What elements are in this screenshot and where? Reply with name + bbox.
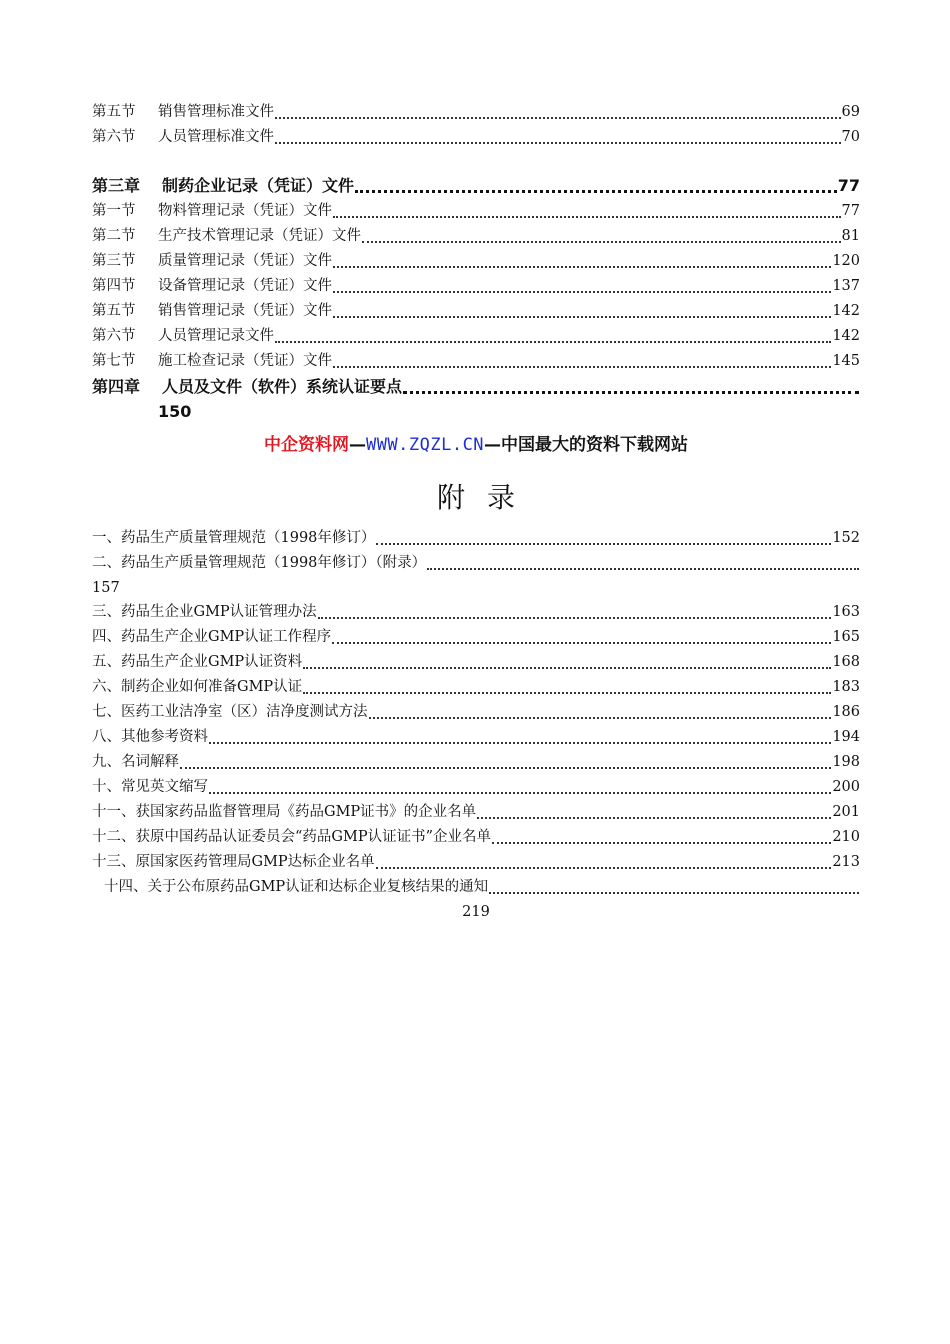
page-number: 77 <box>841 203 860 219</box>
banner-site-name: 中企资料网 <box>263 435 349 455</box>
appendix-entry[interactable] <box>92 875 860 900</box>
appendix-entry[interactable] <box>92 625 860 650</box>
appendix-entry[interactable] <box>92 725 860 750</box>
dot-leader <box>333 316 831 318</box>
section-number: 第四节 <box>92 278 136 294</box>
toc-page <box>92 100 860 924</box>
appendix-item-title: 六、制药企业如何准备GMP认证 <box>92 679 303 695</box>
appendix-title: 附录 <box>436 481 537 514</box>
page-number: 194 <box>832 729 860 745</box>
toc-chapter-3[interactable] <box>92 173 860 199</box>
page-number: 77 <box>837 176 860 195</box>
dot-leader <box>376 543 831 545</box>
appendix-item-title: 十四、关于公布原药品GMP认证和达标企业复核结果的通知 <box>104 879 489 895</box>
appendix-item-title: 二、药品生产质量管理规范（1998年修订）（附录） <box>92 555 427 571</box>
section-number: 第五节 <box>92 104 136 120</box>
page-number: 163 <box>832 604 860 620</box>
appendix-entry[interactable] <box>92 800 860 825</box>
page-number: 145 <box>832 353 860 369</box>
chapter-number: 第四章 <box>92 377 141 396</box>
appendix-entry[interactable] <box>92 600 860 625</box>
page-number: 150 <box>158 402 192 421</box>
dot-leader <box>275 341 831 343</box>
appendix-item-title: 九、名词解释 <box>92 754 179 770</box>
chapter-number: 第三章 <box>92 176 141 195</box>
section-number: 第五节 <box>92 303 136 319</box>
dot-leader <box>332 642 831 644</box>
dot-leader <box>376 867 832 869</box>
dot-leader <box>362 241 841 243</box>
dot-leader <box>333 266 831 268</box>
toc-chapter-4[interactable] <box>92 374 860 400</box>
appendix-entry[interactable] <box>92 526 860 551</box>
toc-entry[interactable] <box>92 349 860 374</box>
appendix-entry[interactable] <box>92 551 860 576</box>
dot-leader <box>318 617 832 619</box>
page-number: 198 <box>832 754 860 770</box>
section-title: 销售管理记录（凭证）文件 <box>158 303 332 319</box>
page-number: 186 <box>832 704 860 720</box>
appendix-item-title: 十、常见英文缩写 <box>92 779 208 795</box>
spacer <box>92 150 860 173</box>
section-number: 第六节 <box>92 129 136 145</box>
appendix-item-title: 四、药品生产企业GMP认证工作程序 <box>92 629 332 645</box>
appendix-entry[interactable] <box>92 750 860 775</box>
page-number: 219 <box>462 904 490 920</box>
dot-leader <box>492 842 831 844</box>
appendix-item-title: 三、药品生企业GMP认证管理办法 <box>92 604 317 620</box>
section-title: 生产技术管理记录（凭证）文件 <box>158 228 361 244</box>
site-banner[interactable] <box>92 432 860 458</box>
toc-entry[interactable] <box>92 249 860 274</box>
section-title: 设备管理记录（凭证）文件 <box>158 278 332 294</box>
banner-dash: — <box>484 435 502 455</box>
appendix-entry[interactable] <box>92 775 860 800</box>
page-number: 152 <box>832 530 860 546</box>
chapter-title: 人员及文件（软件）系统认证要点 <box>162 377 403 396</box>
appendix-item-title: 十三、原国家医药管理局GMP达标企业名单 <box>92 854 375 870</box>
appendix-entry[interactable] <box>92 825 860 850</box>
page-number: 201 <box>832 804 860 820</box>
page-number: 157 <box>92 580 120 596</box>
section-title: 人员管理标准文件 <box>158 129 274 145</box>
dot-leader <box>333 366 831 368</box>
dot-leader <box>489 892 859 894</box>
dot-leader <box>303 692 831 694</box>
page-number: 142 <box>832 303 860 319</box>
page-number: 120 <box>832 253 860 269</box>
appendix-item-title: 五、药品生产企业GMP认证资料 <box>92 654 303 670</box>
section-title: 人员管理记录文件 <box>158 328 274 344</box>
dot-leader <box>275 142 841 144</box>
page-number: 200 <box>832 779 860 795</box>
page-number: 165 <box>832 629 860 645</box>
dot-leader <box>427 568 859 570</box>
section-title: 物料管理记录（凭证）文件 <box>158 203 332 219</box>
dot-leader <box>209 792 831 794</box>
appendix-entry[interactable] <box>92 850 860 875</box>
dot-leader <box>303 667 831 669</box>
appendix-item-title: 一、药品生产质量管理规范（1998年修订） <box>92 530 376 546</box>
dot-leader <box>275 117 841 119</box>
section-title: 销售管理标准文件 <box>158 104 274 120</box>
toc-entry[interactable] <box>92 299 860 324</box>
section-number: 第二节 <box>92 228 136 244</box>
banner-slogan: 中国最大的资料下载网站 <box>501 435 689 455</box>
appendix-item-title: 十二、获原中国药品认证委员会“药品GMP认证证书”企业名单 <box>92 829 492 845</box>
toc-entry[interactable] <box>92 324 860 349</box>
appendix-item-title: 十一、获国家药品监督管理局《药品GMP证书》的企业名单 <box>92 804 477 820</box>
appendix-entry[interactable] <box>92 650 860 675</box>
toc-entry[interactable] <box>92 274 860 299</box>
dot-leader <box>333 291 831 293</box>
page-number: 70 <box>841 129 860 145</box>
banner-dash: — <box>348 435 366 455</box>
toc-entry[interactable] <box>92 100 860 125</box>
dot-leader <box>403 391 859 394</box>
page-number: 142 <box>832 328 860 344</box>
page-number: 137 <box>832 278 860 294</box>
toc-entry[interactable] <box>92 199 860 224</box>
toc-entry[interactable] <box>92 125 860 150</box>
section-title: 质量管理记录（凭证）文件 <box>158 253 332 269</box>
appendix-entry[interactable] <box>92 675 860 700</box>
dot-leader <box>369 717 832 719</box>
page-number: 69 <box>841 104 860 120</box>
dot-leader <box>180 767 831 769</box>
section-title: 施工检查记录（凭证）文件 <box>158 353 332 369</box>
toc-entry[interactable] <box>92 224 860 249</box>
dot-leader <box>355 190 837 193</box>
section-number: 第三节 <box>92 253 136 269</box>
section-number: 第七节 <box>92 353 136 369</box>
appendix-item-title: 八、其他参考资料 <box>92 729 208 745</box>
section-number: 第一节 <box>92 203 136 219</box>
banner-url-link[interactable]: WWW.ZQZL.CN <box>365 435 485 455</box>
dot-leader <box>477 817 831 819</box>
page-number: 81 <box>841 228 860 244</box>
appendix-item-title: 七、医药工业洁净室（区）洁净度测试方法 <box>92 704 368 720</box>
page-number: 210 <box>832 829 860 845</box>
chapter-title: 制药企业记录（凭证）文件 <box>162 176 355 195</box>
page-number: 183 <box>832 679 860 695</box>
dot-leader <box>209 742 831 744</box>
page-number: 168 <box>832 654 860 670</box>
dot-leader <box>333 216 841 218</box>
section-number: 第六节 <box>92 328 136 344</box>
appendix-entry[interactable] <box>92 700 860 725</box>
page-number: 213 <box>832 854 860 870</box>
